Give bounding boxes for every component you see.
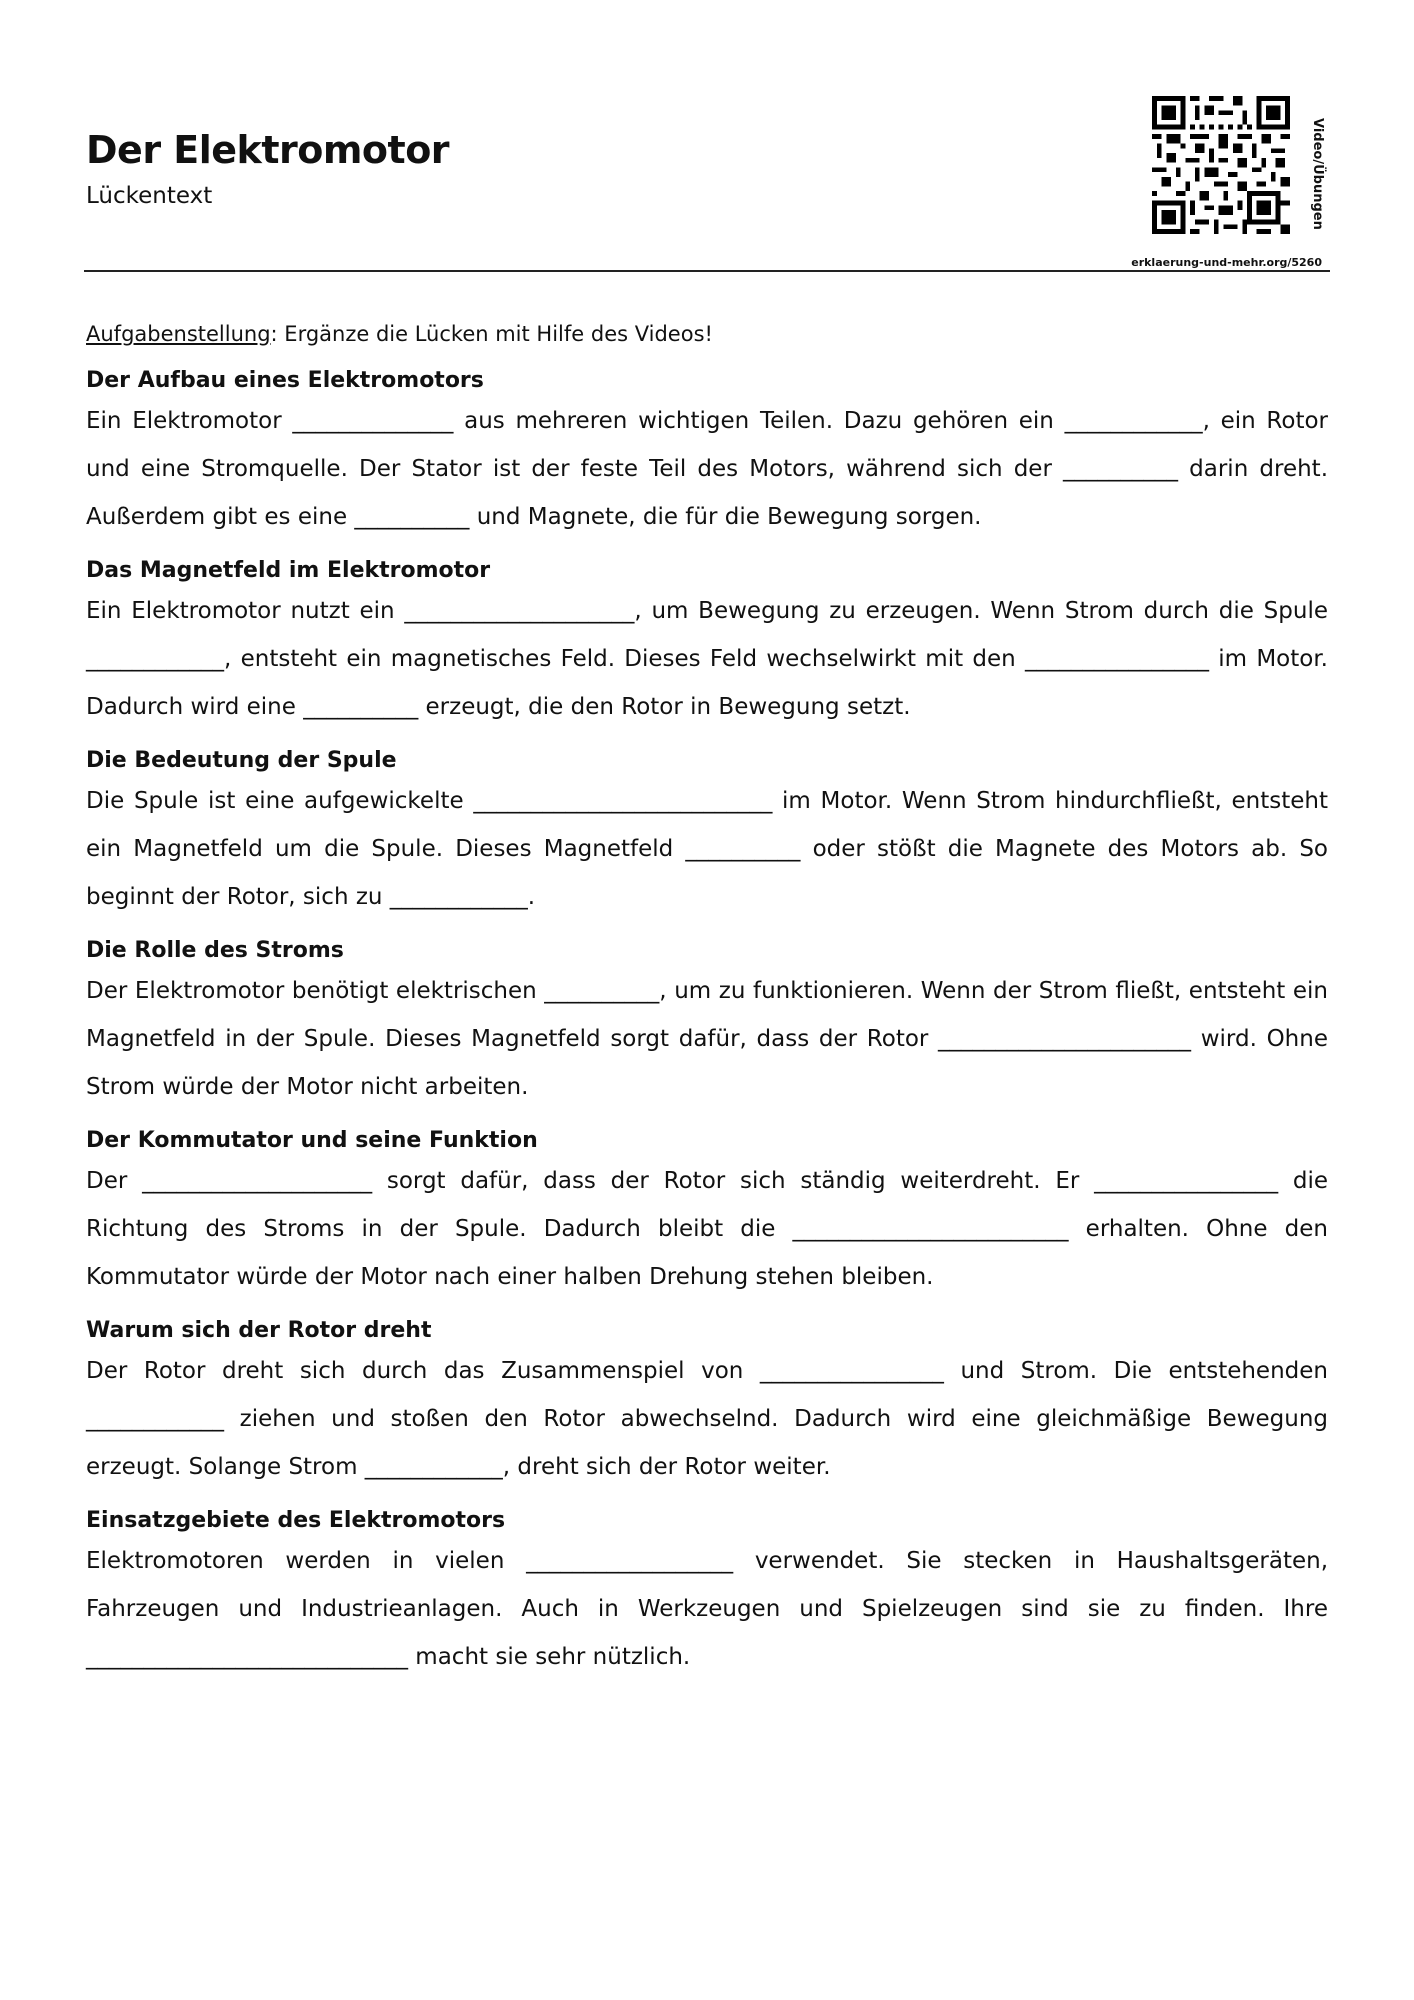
- section-rotor: [86, 1318, 1328, 1491]
- gap-text-paragraph: Der Rotor dreht sich durch das Zusammenspiel von ________________ und Strom. Die entstehenden ____________ ziehen und stoßen den Rotor abwechselnd. Dadurch wird eine gleichmäßige Bewegung erzeugt. Solange Strom ____________, dreht sich der Rotor weiter.: [86, 1358, 1328, 1480]
- gap-text-paragraph: Der ____________________ sorgt dafür, dass der Rotor sich ständig weiterdreht. Er ________________ die Richtung des Stroms in der Spule. Dadurch bleibt die ________________________ erhalten. Ohne den Kommutator würde der Motor nach einer halben Drehung stehen bleiben.: [86, 1168, 1328, 1290]
- section-heading: Das Magnetfeld im Elektromotor: [86, 558, 491, 583]
- section-einsatzgebiete: [86, 1508, 1328, 1681]
- section-heading: Warum sich der Rotor dreht: [86, 1318, 432, 1343]
- gap-text-paragraph: Der Elektromotor benötigt elektrischen __________, um zu funktionieren. Wenn der Strom fließt, entsteht ein Magnetfeld in der Spule. Dieses Magnetfeld sorgt dafür, dass der Rotor ______________________ wird. Ohne Strom würde der Motor nicht arbeiten.: [86, 978, 1328, 1100]
- section-kommutator: [86, 1128, 1328, 1301]
- source-url[interactable]: erklaerung-und-mehr.org/5260: [1131, 256, 1322, 269]
- section-heading: Der Aufbau eines Elektromotors: [86, 368, 484, 393]
- section-strom: [86, 938, 1328, 1111]
- task-instruction-label: Aufgabenstellung: [86, 322, 271, 346]
- page-title: Der Elektromotor: [86, 128, 450, 172]
- page-subtitle: Lückentext: [86, 183, 213, 209]
- section-spule: [86, 748, 1328, 921]
- worksheet-content: [86, 322, 1328, 1698]
- section-magnetfeld: [86, 558, 1328, 731]
- gap-text-paragraph: Ein Elektromotor nutzt ein ____________________, um Bewegung zu erzeugen. Wenn Strom durch die Spule ____________, entsteht ein magnetisches Feld. Dieses Feld wechselwirkt mit den ________________ im Motor. Dadurch wird eine __________ erzeugt, die den Rotor in Bewegung setzt.: [86, 598, 1328, 720]
- section-heading: Die Bedeutung der Spule: [86, 748, 397, 773]
- section-aufbau: [86, 368, 1328, 541]
- section-heading: Einsatzgebiete des Elektromotors: [86, 1508, 506, 1533]
- section-heading: Der Kommutator und seine Funktion: [86, 1128, 538, 1153]
- gap-text-paragraph: Elektromotoren werden in vielen __________________ verwendet. Sie stecken in Haushaltsgeräten, Fahrzeugen und Industrieanlagen. Auch in Werkzeugen und Spielzeugen sind sie zu finden. Ihre ____________________________ macht sie sehr nützlich.: [86, 1548, 1328, 1670]
- header-divider: [84, 270, 1330, 272]
- section-heading: Die Rolle des Stroms: [86, 938, 344, 963]
- task-instruction: [86, 322, 1328, 346]
- qr-code-icon[interactable]: [1152, 96, 1290, 234]
- task-instruction-text: : Ergänze die Lücken mit Hilfe des Videos!: [270, 322, 713, 346]
- qr-label: Video/Übungen: [1310, 118, 1325, 230]
- gap-text-paragraph: Ein Elektromotor ______________ aus mehreren wichtigen Teilen. Dazu gehören ein ____________, ein Rotor und eine Stromquelle. Der Stator ist der feste Teil des Motors, während sich der __________ darin dreht. Außerdem gibt es eine __________ und Magnete, die für die Bewegung sorgen.: [86, 408, 1328, 530]
- gap-text-paragraph: Die Spule ist eine aufgewickelte __________________________ im Motor. Wenn Strom hindurchfließt, entsteht ein Magnetfeld um die Spule. Dieses Magnetfeld __________ oder stößt die Magnete des Motors ab. So beginnt der Rotor, sich zu ____________.: [86, 788, 1328, 910]
